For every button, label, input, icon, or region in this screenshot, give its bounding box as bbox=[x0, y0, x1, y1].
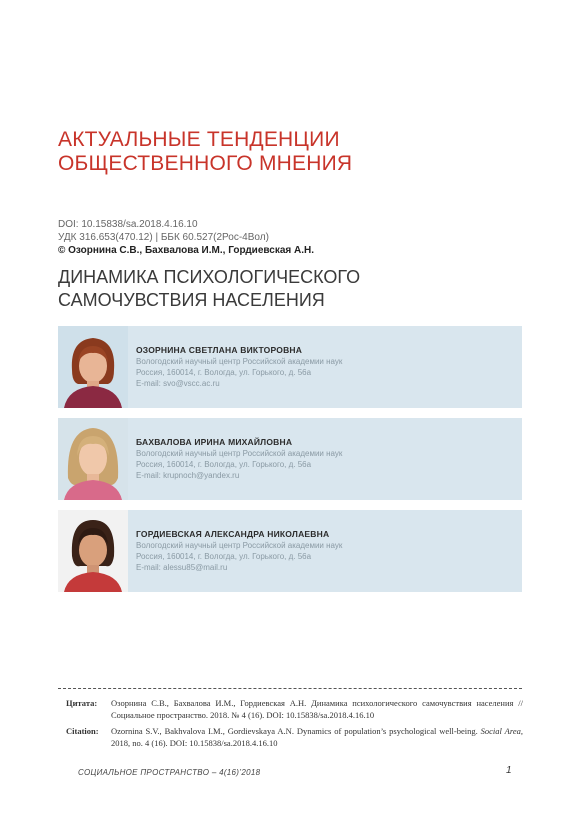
citation-ru-label: Цитата: bbox=[66, 698, 98, 708]
author-org: Вологодский научный центр Российской академии наук bbox=[136, 449, 343, 458]
author-info-3 bbox=[136, 528, 516, 573]
copyright-text: © Озорнина С.В., Бахвалова И.М., Гордиевская А.Н. bbox=[58, 245, 315, 256]
citation-en-authors: Ozornina S.V., Bakhvalova I.M., Gordievskaya A.N. Dynamics of population’s psychological well-being. bbox=[111, 726, 481, 736]
author-info-1 bbox=[136, 344, 516, 389]
doi-text: DOI: 10.15838/sa.2018.4.16.10 bbox=[58, 219, 198, 230]
section-title bbox=[58, 128, 528, 176]
author-email[interactable]: E-mail: krupnoch@yandex.ru bbox=[136, 471, 240, 480]
author-org: Вологодский научный центр Российской академии наук bbox=[136, 357, 343, 366]
article-title-line-2: САМОЧУВСТВИЯ НАСЕЛЕНИЯ bbox=[58, 290, 325, 310]
author-name: БАХВАЛОВА ИРИНА МИХАЙЛОВНА bbox=[136, 437, 293, 447]
citation-en-details: , 2018, no. 4 (16). DOI: 10.15838/sa.2018.4.16.10 bbox=[111, 726, 523, 748]
citation-ru bbox=[58, 697, 524, 721]
citation-en bbox=[58, 725, 524, 749]
section-title-line-1: АКТУАЛЬНЫЕ ТЕНДЕНЦИИ bbox=[58, 128, 340, 151]
citation-en-text bbox=[111, 725, 523, 749]
author-email[interactable]: E-mail: svo@vscc.ac.ru bbox=[136, 379, 220, 388]
author-card-3 bbox=[58, 510, 522, 592]
author-email[interactable]: E-mail: alessu85@mail.ru bbox=[136, 563, 228, 572]
author-name: ОЗОРНИНА СВЕТЛАНА ВИКТОРОВНА bbox=[136, 345, 303, 355]
article-meta bbox=[58, 218, 314, 257]
article-title-line-1: ДИНАМИКА ПСИХОЛОГИЧЕСКОГО bbox=[58, 267, 361, 287]
footer-journal: СОЦИАЛЬНОЕ ПРОСТРАНСТВО – 4(16)’2018 bbox=[78, 768, 261, 777]
author-org: Вологодский научный центр Российской академии наук bbox=[136, 541, 343, 550]
citation-en-journal: Social Area bbox=[480, 726, 521, 736]
citation-ru-text: Озорнина С.В., Бахвалова И.М., Гордиевская А.Н. Динамика психологического самочувствия населения // Социальное пространство. 2018. № 4 (16). DOI: 10.15838/sa.2018.4.16.10 bbox=[111, 698, 523, 720]
author-info-2 bbox=[136, 436, 516, 481]
author-photo-1 bbox=[58, 326, 128, 408]
author-card-2 bbox=[58, 418, 522, 500]
citation-divider bbox=[58, 688, 522, 689]
citation-en-label: Citation: bbox=[66, 726, 99, 736]
author-address: Россия, 160014, г. Вологда, ул. Горького, д. 56а bbox=[136, 368, 312, 377]
article-title bbox=[58, 266, 528, 312]
udk-text: УДК 316.653(470.12) | ББК 60.527(2Рос-4Вол) bbox=[58, 232, 269, 243]
author-name: ГОРДИЕВСКАЯ АЛЕКСАНДРА НИКОЛАЕВНА bbox=[136, 529, 330, 539]
author-card-1 bbox=[58, 326, 522, 408]
author-address: Россия, 160014, г. Вологда, ул. Горького, д. 56а bbox=[136, 552, 312, 561]
author-photo-2 bbox=[58, 418, 128, 500]
author-address: Россия, 160014, г. Вологда, ул. Горького, д. 56а bbox=[136, 460, 312, 469]
section-title-line-2: ОБЩЕСТВЕННОГО МНЕНИЯ bbox=[58, 152, 353, 175]
author-photo-3 bbox=[58, 510, 128, 592]
page-number: 1 bbox=[506, 765, 512, 776]
